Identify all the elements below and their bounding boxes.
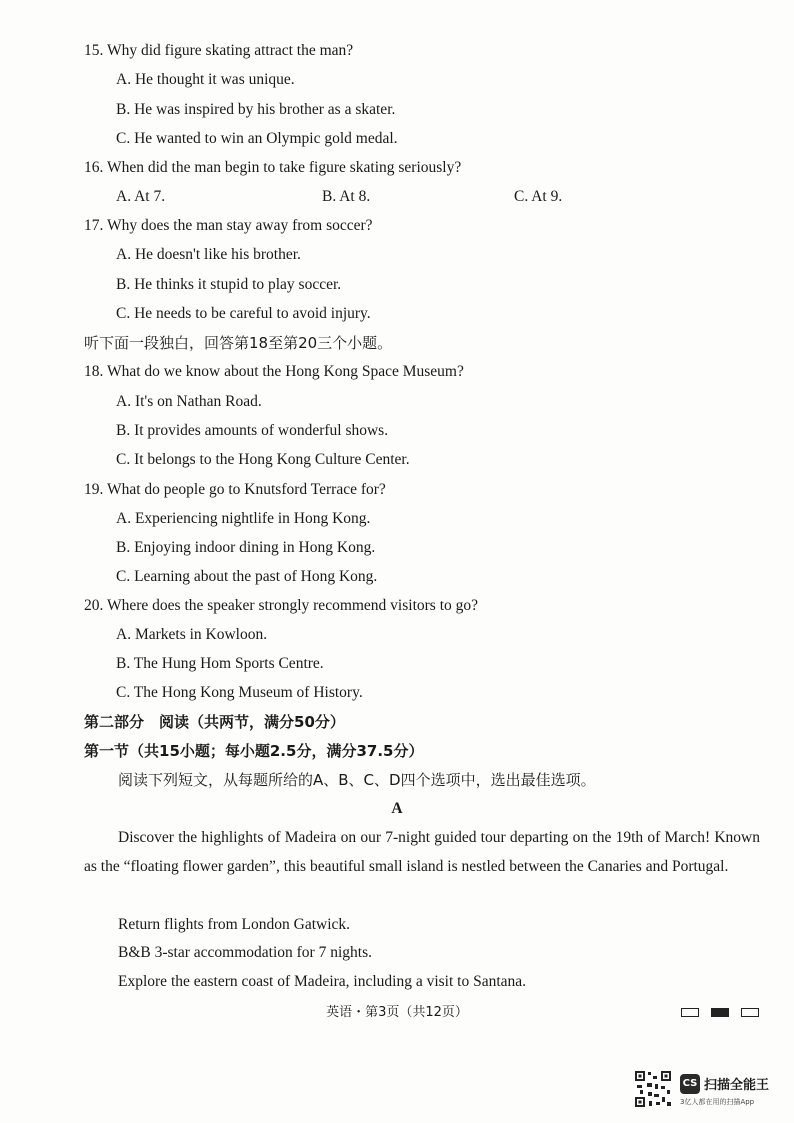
q18-option-b: B. It provides amounts of wonderful shows.: [116, 422, 389, 439]
passage-intro: Discover the highlights of Madeira on our 7-night guided tour departing on the 19th of March! Known as the “floating flower garden”, this beautiful small island is nestled between the Canaries and Portugal.: [84, 829, 760, 875]
passage-point-1: Return flights from London Gatwick.: [118, 916, 351, 933]
q16-option-c: C. At 9.: [514, 188, 563, 205]
page-indicator: [681, 1004, 771, 1022]
qr-code-icon: [634, 1070, 672, 1108]
q19-option-b: B. Enjoying indoor dining in Hong Kong.: [116, 539, 376, 556]
passage-point-3: Explore the eastern coast of Madeira, including a visit to Santana.: [118, 973, 527, 990]
q20-option-c: C. The Hong Kong Museum of History.: [116, 684, 363, 701]
scanner-tagline: 3亿人都在用的扫描App: [680, 1098, 755, 1106]
scanner-app-name: 扫描全能王: [704, 1078, 770, 1093]
passage-label: A: [391, 800, 403, 817]
page-box-empty-icon: [681, 1008, 699, 1017]
page-box-empty-icon: [741, 1008, 759, 1017]
page-box-filled-icon: [711, 1008, 729, 1017]
q20-option-b: B. The Hung Hom Sports Centre.: [116, 655, 324, 672]
q16-option-a: A. At 7.: [116, 188, 166, 205]
q18-option-a: A. It's on Nathan Road.: [116, 393, 262, 410]
part2-title: 第二部分 阅读（共两节，满分50分）: [84, 713, 345, 731]
q17-option-a: A. He doesn't like his brother.: [116, 246, 301, 263]
question-16: 16. When did the man begin to take figure skating seriously?: [84, 159, 462, 176]
question-19: 19. What do people go to Knutsford Terrace for?: [84, 481, 386, 498]
q19-option-a: A. Experiencing nightlife in Hong Kong.: [116, 510, 371, 527]
page-footer: 英语・第3页（共12页）: [326, 1005, 468, 1020]
q15-option-a: A. He thought it was unique.: [116, 71, 295, 88]
question-17: 17. Why does the man stay away from soccer?: [84, 217, 373, 234]
q19-option-c: C. Learning about the past of Hong Kong.: [116, 568, 378, 585]
q17-option-b: B. He thinks it stupid to play soccer.: [116, 276, 342, 293]
q16-option-b: B. At 8.: [322, 188, 371, 205]
monologue-instruction: 听下面一段独白，回答第18至第20三个小题。: [84, 334, 393, 352]
question-15: 15. Why did figure skating attract the man?: [84, 42, 354, 59]
question-20: 20. Where does the speaker strongly recommend visitors to go?: [84, 597, 479, 614]
question-18: 18. What do we know about the Hong Kong Space Museum?: [84, 363, 464, 380]
camscanner-logo-icon: CS: [680, 1074, 700, 1094]
q20-option-a: A. Markets in Kowloon.: [116, 626, 268, 643]
q15-option-c: C. He wanted to win an Olympic gold medal.: [116, 130, 398, 147]
q18-option-c: C. It belongs to the Hong Kong Culture Center.: [116, 451, 410, 468]
reading-instruction: 阅读下列短文，从每题所给的A、B、C、D四个选项中，选出最佳选项。: [118, 771, 596, 789]
section1-title: 第一节（共15小题；每小题2.5分，满分37.5分）: [84, 742, 424, 760]
q15-option-b: B. He was inspired by his brother as a skater.: [116, 101, 396, 118]
q17-option-c: C. He needs to be careful to avoid injury.: [116, 305, 371, 322]
passage-point-2: B&B 3-star accommodation for 7 nights.: [118, 944, 372, 961]
